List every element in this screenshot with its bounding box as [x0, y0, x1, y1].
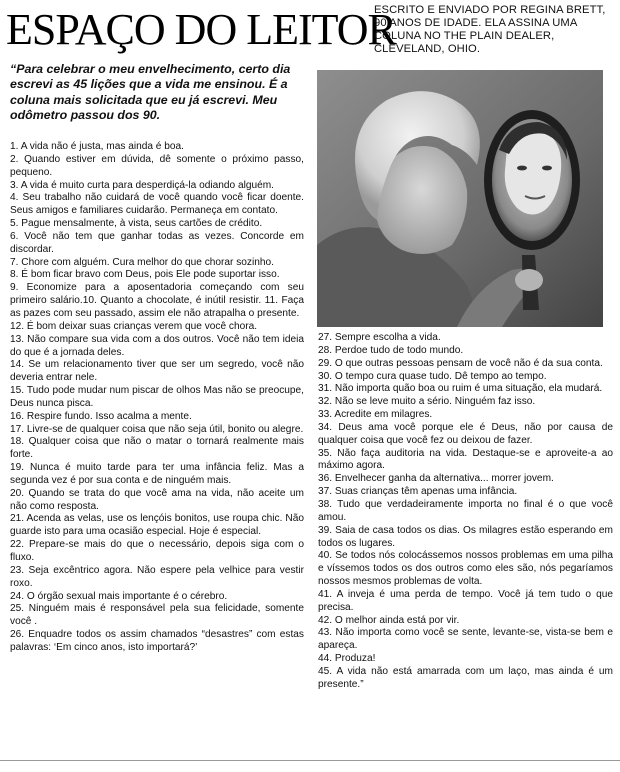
lesson-item: 19. Nunca é muito tarde para ter uma infância feliz. Mas a segunda vez é por sua conta e de ninguém mais.	[10, 462, 304, 486]
lesson-item: 32. Não se leve muito a sério. Ninguém faz isso.	[318, 396, 536, 408]
lesson-item: 37. Suas crianças têm apenas uma infância.	[318, 486, 518, 498]
intro-quote: “Para celebrar o meu envelhecimento, certo dia escrevi as 45 lições que a vida me ensinou. É a coluna mais solicitada que eu já escrevi. Meu odômetro passou dos 90.	[10, 62, 291, 123]
author-byline: ESCRITO E ENVIADO POR REGINA BRETT, 90 ANOS DE IDADE. ELA ASSINA UMA COLUNA NO THE PLAIN DEALER, CLEVELAND, OHIO.	[374, 4, 606, 55]
lesson-item: 21. Acenda as velas, use os lençóis bonitos, use roupa chic. Não guarde isto para uma ocasião especial. Hoje é especial.	[10, 513, 304, 538]
lesson-item: 2. Quando estiver em dúvida, dê somente o próximo passo, pequeno.	[10, 153, 304, 178]
lesson-item: 3. A vida é muito curta para desperdiçá-la odiando alguém.	[10, 179, 274, 191]
lessons-column-right	[318, 332, 613, 692]
photo-illustration	[317, 70, 603, 327]
lesson-item: 15. Tudo pode mudar num piscar de olhos Mas não se preocupe, Deus nunca pisca.	[10, 385, 304, 409]
lesson-item: 34. Deus ama você porque ele é Deus, não por causa de qualquer coisa que você fez ou deixou de fazer.	[318, 421, 613, 446]
lesson-item: 42. O melhor ainda está por vir.	[318, 614, 460, 626]
lesson-item: 8. É bom ficar bravo com Deus, pois Ele pode suportar isso.	[10, 269, 280, 281]
lesson-item: 31. Não importa quão boa ou ruim é uma situação, ela mudará.	[318, 383, 603, 395]
lesson-item: 20. Quando se trata do que você ama na vida, não aceite um não como resposta.	[10, 487, 304, 512]
lesson-item: 5. Pague mensalmente, à vista, seus cartões de crédito.	[10, 218, 263, 230]
lesson-item: 35. Não faça auditoria na vida. Destaque-se e aproveite-a ao máximo agora.	[318, 447, 613, 472]
lesson-item: 14. Se um relacionamento tiver que ser um segredo, você não deveria entrar nele.	[10, 359, 304, 384]
lesson-item: 17. Livre-se de qualquer coisa que não seja útil, bonito ou alegre.	[10, 423, 304, 435]
lesson-item: 4. Seu trabalho não cuidará de você quando você ficar doente. Seus amigos e familiares cuidarão. Permaneça em contato.	[10, 192, 304, 217]
lesson-item: 39. Saia de casa todos os dias. Os milagres estão esperando em todos os lugares.	[318, 524, 613, 549]
lesson-item: 40. Se todos nós colocássemos nossos problemas em uma pilha e víssemos todos os dos outros como eles são, nós pegaríamos nossos mesmos problemas de volta.	[318, 550, 613, 588]
lesson-item: 44. Produza!	[318, 653, 376, 665]
lesson-item: 24. O órgão sexual mais importante é o cérebro.	[10, 590, 228, 602]
lesson-item: 36. Envelhecer ganha da alternativa... morrer jovem.	[318, 473, 554, 485]
lesson-item: 6. Você não tem que ganhar todas as vezes. Concorde em discordar.	[10, 230, 304, 255]
page-title: ESPAÇO DO LEITOR	[6, 5, 396, 54]
lesson-item: 1. A vida não é justa, mas ainda é boa.	[10, 141, 184, 152]
lesson-item: 30. O tempo cura quase tudo. Dê tempo ao tempo.	[318, 370, 547, 382]
lessons-column-left	[10, 141, 304, 655]
lesson-item: 41. A inveja é uma perda de tempo. Você já tem tudo o que precisa.	[318, 588, 613, 613]
lesson-item: 45. A vida não está amarrada com um laço, mas ainda é um presente.”	[318, 665, 613, 690]
lesson-item: 26. Enquadre todos os assim chamados “desastres” com estas palavras: ‘Em cinco anos, isto importará?’	[10, 629, 304, 653]
page-bottom-divider	[0, 760, 620, 761]
lesson-item: 12. É bom deixar suas crianças verem que você chora.	[10, 320, 258, 332]
lesson-item: 28. Perdoe tudo de todo mundo.	[318, 344, 464, 356]
lesson-item: 18. Qualquer coisa que não o matar o tornará realmente mais forte.	[10, 436, 304, 461]
lesson-item: 9. Economize para a aposentadoria começando com seu primeiro salário.10. Quanto a chocolate, é inútil resistir. 11. Faça as pazes com seu passado, assim ele não atrapalha o presente.	[10, 282, 304, 319]
lesson-item: 7. Chore com alguém. Cura melhor do que chorar sozinho.	[10, 256, 274, 268]
elderly-woman-mirror-photo	[317, 70, 603, 327]
lesson-item: 29. O que outras pessoas pensam de você não é da sua conta.	[318, 357, 603, 369]
lesson-item: 43. Não importa como você se sente, levante-se, vista-se bem e apareça.	[318, 627, 613, 652]
lesson-item: 25. Ninguém mais é responsável pela sua felicidade, somente você .	[10, 603, 304, 628]
lesson-item: 22. Prepare-se mais do que o necessário, depois siga com o fluxo.	[10, 539, 304, 563]
lesson-item: 23. Seja excêntrico agora. Não espere pela velhice para vestir roxo.	[10, 564, 304, 589]
lesson-item: 33. Acredite em milagres.	[318, 409, 433, 421]
lesson-item: 13. Não compare sua vida com a dos outros. Você não tem ideia do que é a jornada deles.	[10, 333, 304, 358]
lesson-item: 27. Sempre escolha a vida.	[318, 332, 441, 343]
lesson-item: 16. Respire fundo. Isso acalma a mente.	[10, 410, 192, 422]
lesson-item: 38. Tudo que verdadeiramente importa no final é o que você amou.	[318, 498, 613, 523]
